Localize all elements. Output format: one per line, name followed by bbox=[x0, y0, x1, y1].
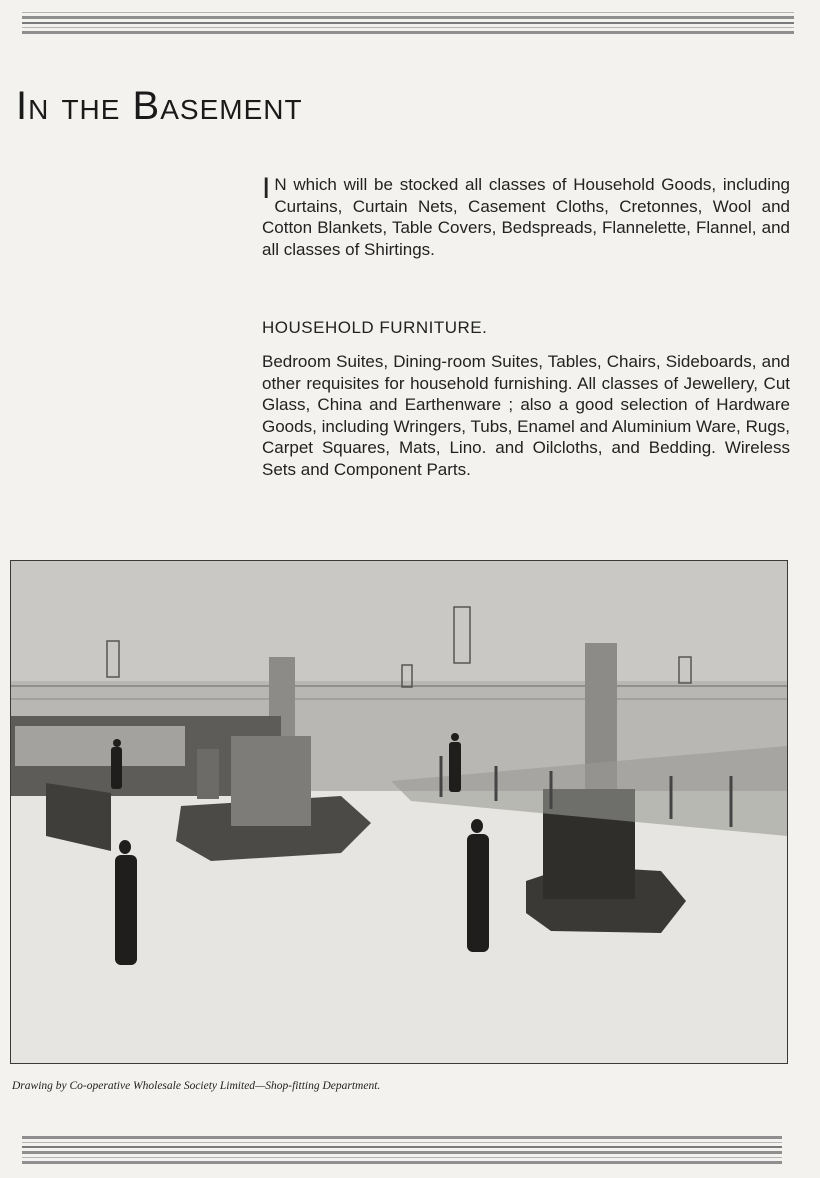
basement-illustration bbox=[10, 560, 788, 1064]
section-heading: HOUSEHOLD FURNITURE. bbox=[262, 318, 488, 337]
top-decorative-rule bbox=[22, 12, 794, 42]
illustration-caption: Drawing by Co-operative Wholesale Society Limited—Shop-fitting Department. bbox=[12, 1080, 381, 1092]
intro-text: N which will be stocked all classes of Household Goods, including Curtains, Curtain Nets, Casement Cloths, Cretonnes, Wool and Cotton Blankets, Table Covers, Bedspreads, Flannelette, Flannel, and all classes of Shirtings. bbox=[262, 175, 790, 259]
store-interior-drawing bbox=[11, 561, 787, 1063]
page-title: In the Basement bbox=[16, 84, 303, 128]
bottom-decorative-rule bbox=[22, 1136, 782, 1170]
furniture-paragraph: Bedroom Suites, Dining-room Suites, Tables, Chairs, Sideboards, and other requisites for household furnishing. All classes of Jewellery, Cut Glass, China and Earthenware ; also a good selection of Hardware Goods, including Wringers, Tubs, Enamel and Aluminium Ware, Rugs, Carpet Squares, Mats, Lino. and Oilcloths, and Bedding. Wireless Sets and Component Parts. bbox=[262, 352, 790, 479]
drop-cap: I bbox=[262, 172, 271, 205]
intro-paragraph bbox=[262, 174, 790, 260]
